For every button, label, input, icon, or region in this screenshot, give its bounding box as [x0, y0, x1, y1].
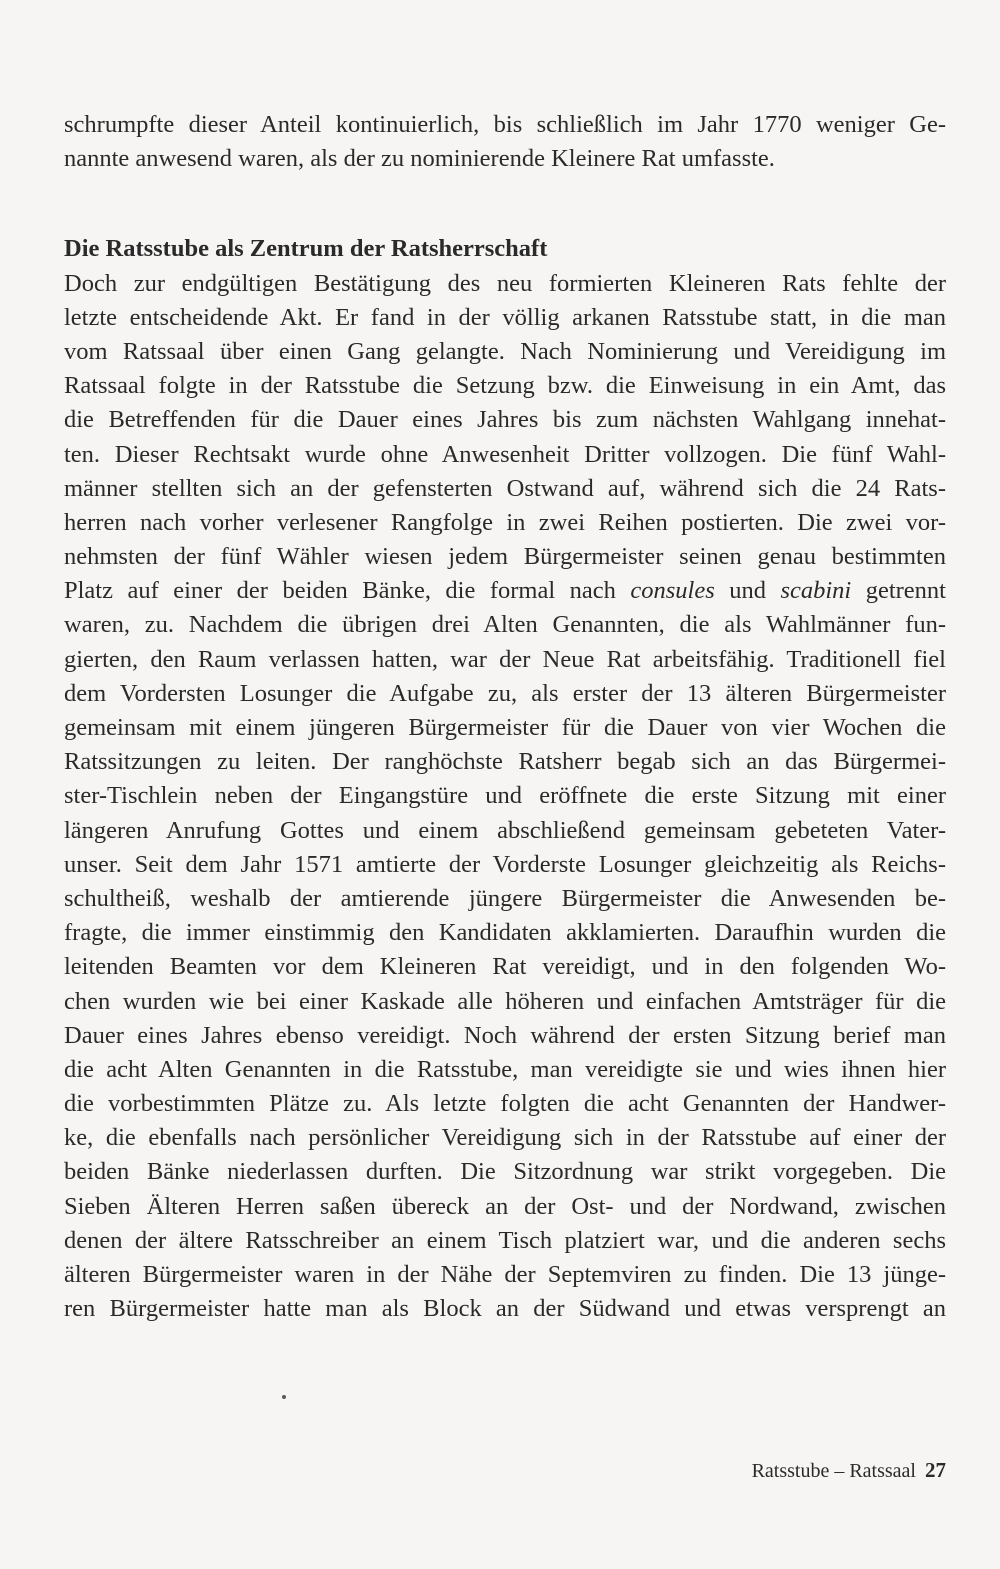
section-heading: Die Ratsstube als Zentrum der Ratsherrschaft [64, 235, 548, 263]
paragraph-line: ster-Tischlein neben der Eingangstüre und eröffnete die erste Sitzung mit einer [64, 782, 946, 810]
line-text: Platz auf einer der beiden Bänke, die formal nach [64, 577, 631, 605]
paragraph-line: letzte entscheidende Akt. Er fand in der völlig arkanen Ratsstube statt, in die man [64, 303, 946, 331]
paragraph-line: älteren Bürgermeister waren in der Nähe der Septemviren zu finden. Die 13 jünge- [64, 1261, 946, 1288]
paragraph-line: die vorbestimmten Plätze zu. Als letzte folgten die acht Genannten der Handwer- [64, 1090, 946, 1118]
paragraph-line: Sieben Älteren Herren saßen übereck an der Ost- und der Nordwand, zwischen [64, 1192, 946, 1220]
paragraph-line: schrumpfte dieser Anteil kontinuierlich, bis schließlich im Jahr 1770 weniger Ge- [64, 111, 946, 138]
paragraph-line: herren nach vorher verlesener Rangfolge in zwei Reihen postierten. Die zwei vor- [64, 508, 946, 536]
paragraph-line [64, 574, 946, 608]
page-footer [752, 1458, 946, 1483]
paragraph-line: ke, die ebenfalls nach persönlicher Vereidigung sich in der Ratsstube auf einer der [64, 1124, 946, 1152]
paragraph-line: waren, zu. Nachdem die übrigen drei Alten Genannten, die als Wahlmänner fun- [64, 611, 946, 639]
line-text: getrennt [851, 577, 946, 605]
line-text: und [714, 577, 781, 605]
paragraph-line: männer stellten sich an der gefensterten Ostwand auf, während sich die 24 Rats- [64, 474, 946, 502]
paragraph-line: gierten, den Raum verlassen hatten, war der Neue Rat arbeitsfähig. Traditionell fiel [64, 645, 946, 673]
paragraph-line: ren Bürgermeister hatte man als Block an der Südwand und etwas versprengt an [64, 1295, 946, 1323]
latin-term-scabini: scabini [780, 577, 852, 605]
page-number: 27 [925, 1458, 946, 1482]
paragraph-line: Doch zur endgültigen Bestätigung des neu formierten Kleineren Rats fehlte der [64, 269, 946, 297]
paragraph-line: Ratssitzungen zu leiten. Der ranghöchste Ratsherr begab sich an das Bürgermei- [64, 748, 946, 776]
paragraph-line: leitenden Beamten vor dem Kleineren Rat vereidigt, und in den folgenden Wo- [64, 953, 946, 981]
text-block [64, 108, 946, 1326]
paragraph-line: chen wurden wie bei einer Kaskade alle höheren und einfachen Amtsträger für die [64, 987, 946, 1015]
ink-speck [282, 1395, 286, 1399]
paragraph-line: gemeinsam mit einem jüngeren Bürgermeister für die Dauer von vier Wochen die [64, 714, 946, 741]
paragraph-line: unser. Seit dem Jahr 1571 amtierte der Vorderste Losunger gleichzeitig als Reichs- [64, 850, 946, 878]
paragraph-line: schultheiß, weshalb der amtierende jüngere Bürgermeister die Anwesenden be- [64, 884, 946, 912]
paragraph-line: die Betreffenden für die Dauer eines Jahres bis zum nächsten Wahlgang innehat- [64, 406, 946, 434]
paragraph-line: fragte, die immer einstimmig den Kandidaten akklamierten. Daraufhin wurden die [64, 919, 946, 947]
paragraph-line: beiden Bänke niederlassen durften. Die Sitzordnung war strikt vorgegeben. Die [64, 1158, 946, 1186]
section-spacing [64, 176, 946, 232]
paragraph-line: ten. Dieser Rechtsakt wurde ohne Anwesenheit Dritter vollzogen. Die fünf Wahl- [64, 440, 946, 468]
paragraph-line: nehmsten der fünf Wähler wiesen jedem Bürgermeister seinen genau bestimmten [64, 543, 946, 571]
paragraph-line: Ratssaal folgte in der Ratsstube die Setzung bzw. die Einweisung in ein Amt, das [64, 372, 946, 400]
running-title: Ratsstube – Ratssaal [751, 1460, 916, 1482]
paragraph-line: Dauer eines Jahres ebenso vereidigt. Noch während der ersten Sitzung berief man [64, 1021, 946, 1049]
paragraph-line: vom Ratssaal über einen Gang gelangte. Nach Nominierung und Vereidigung im [64, 337, 946, 365]
paragraph-line: die acht Alten Genannten in die Ratsstube, man vereidigte sie und wies ihnen hier [64, 1055, 946, 1083]
paragraph-line: längeren Anrufung Gottes und einem abschließend gemeinsam gebeteten Vater- [64, 816, 946, 844]
paragraph-line: nannte anwesend waren, als der zu nominierende Kleinere Rat umfasste. [64, 145, 775, 173]
paragraph-line: dem Vordersten Losunger die Aufgabe zu, als erster der 13 älteren Bürgermeister [64, 679, 946, 707]
latin-term-consules: consules [630, 577, 715, 605]
paragraph-line: denen der ältere Ratsschreiber an einem Tisch platziert war, und die anderen sechs [64, 1226, 946, 1254]
